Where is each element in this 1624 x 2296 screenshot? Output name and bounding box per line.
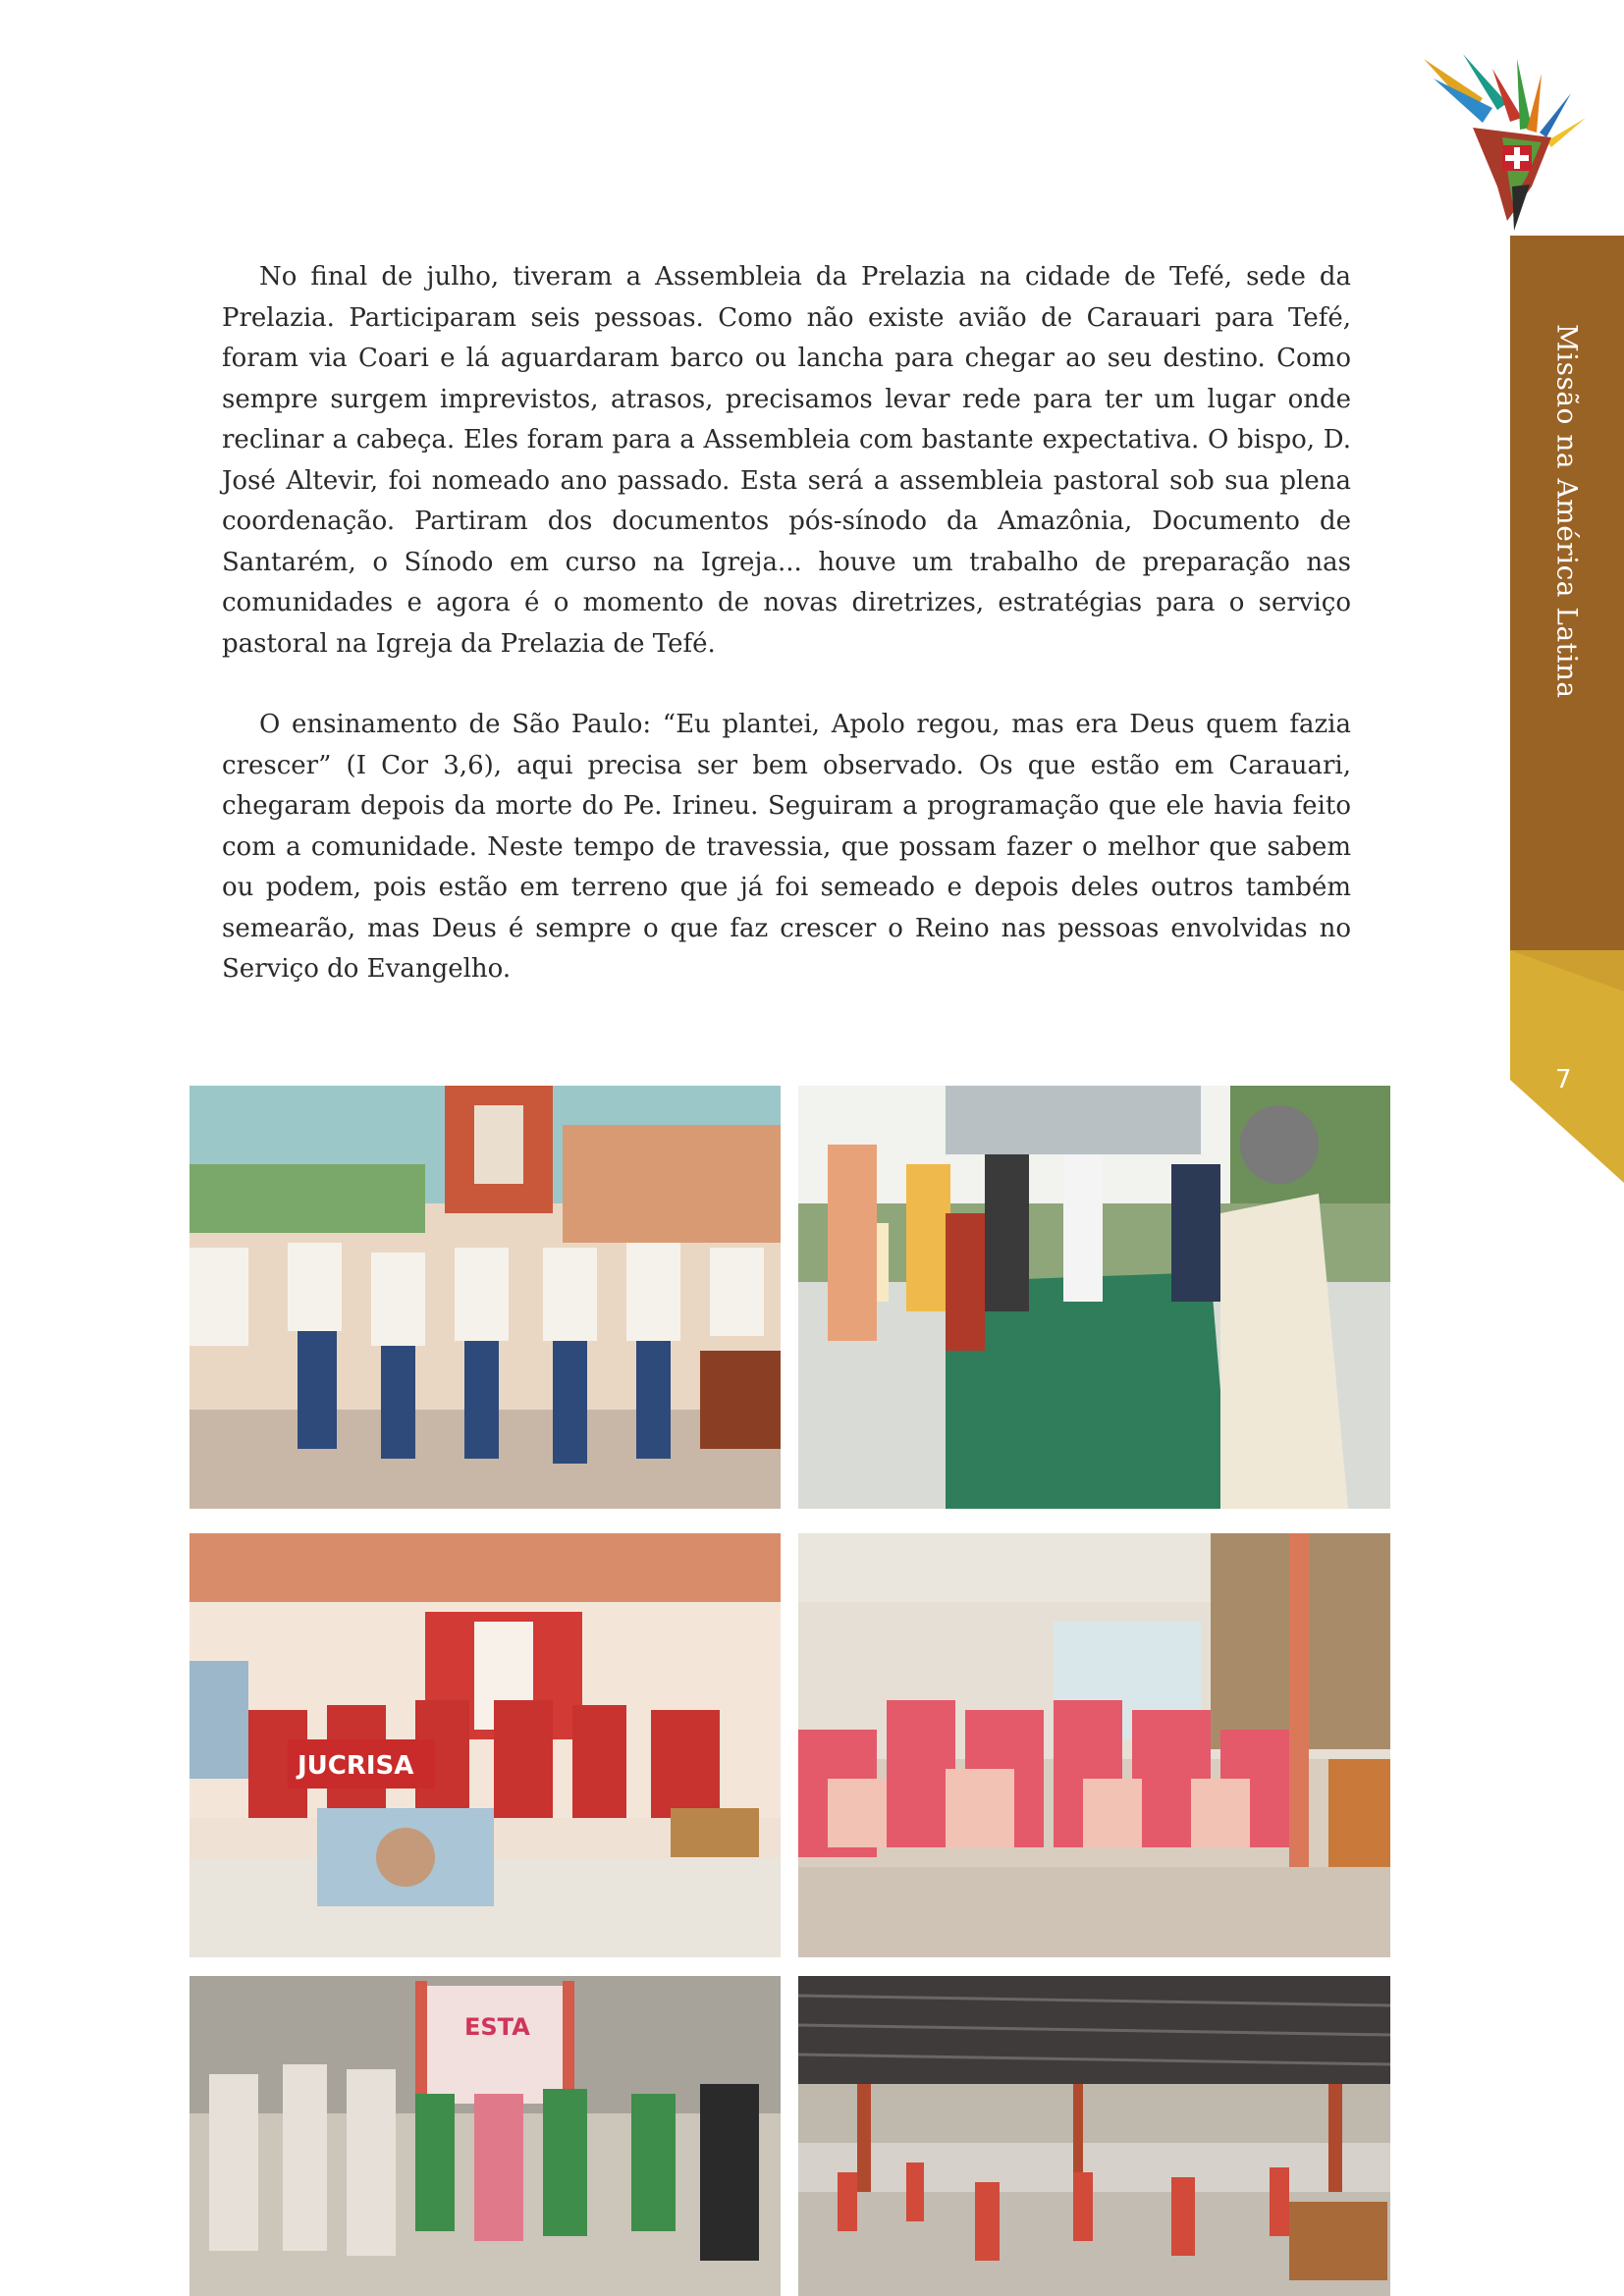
photo-youth-group-altar bbox=[189, 1086, 781, 1509]
photo-kids-festa-sign bbox=[189, 1976, 781, 2296]
photo-circle-activity bbox=[798, 1976, 1390, 2296]
photo-group-banner bbox=[189, 1533, 781, 1957]
sign-text: ESTA bbox=[464, 2013, 530, 2041]
south-america-cross-logo-icon bbox=[1414, 39, 1610, 236]
paragraph: O ensinamento de São Paulo: “Eu plantei, Apolo regou, mas era Deus quem fazia crescer” (I Cor 3,6), aqui precisa ser bem observado. Os que estão em Carauari, chegaram depois da morte do Pe. Irineu. Seguiram a programação que ele havia feito com a comunidade. Neste tempo de travessia, que possam fazer o melhor que sabem ou podem, pois estão em terreno que já foi semeado e depois deles outros também semearão, mas Deus é sempre o que faz crescer o Reino nas pessoas envolvidas no Serviço do Evangelho. bbox=[222, 710, 1351, 984]
paragraph: No final de julho, tiveram a Assembleia da Prelazia na cidade de Tefé, sede da Prelazia. Participaram seis pessoas. Como não existe avião de Carauari para Tefé, foram via Coari e lá aguardaram barco ou lancha para chegar ao seu destino. Como sempre surgem imprevistos, atrasos, precisamos levar rede para ter um lugar onde reclinar a cabeça. Eles foram para a Assembleia com bastante expectativa. O bispo, D. José Altevir, foi nomeado ano passado. Esta será a assembleia pastoral sob sua plena coordenação. Partiram dos documentos pós-sínodo da Amazônia, Documento de Santarém, o Sínodo em curso na Igreja... houve um trabalho de preparação nas comunidades e agora é o momento de novas diretrizes, estratégias para o serviço pastoral na Igreja da Prelazia de Tefé. bbox=[222, 262, 1351, 659]
banner-text: JUCRISA bbox=[298, 1751, 414, 1781]
page-number: 7 bbox=[1555, 1065, 1572, 1095]
body-text bbox=[222, 257, 1351, 1031]
section-title: Missão na América Latina bbox=[1550, 324, 1584, 699]
photo-large-group-festa bbox=[798, 1533, 1390, 1957]
photo-mass-celebration bbox=[798, 1086, 1390, 1509]
